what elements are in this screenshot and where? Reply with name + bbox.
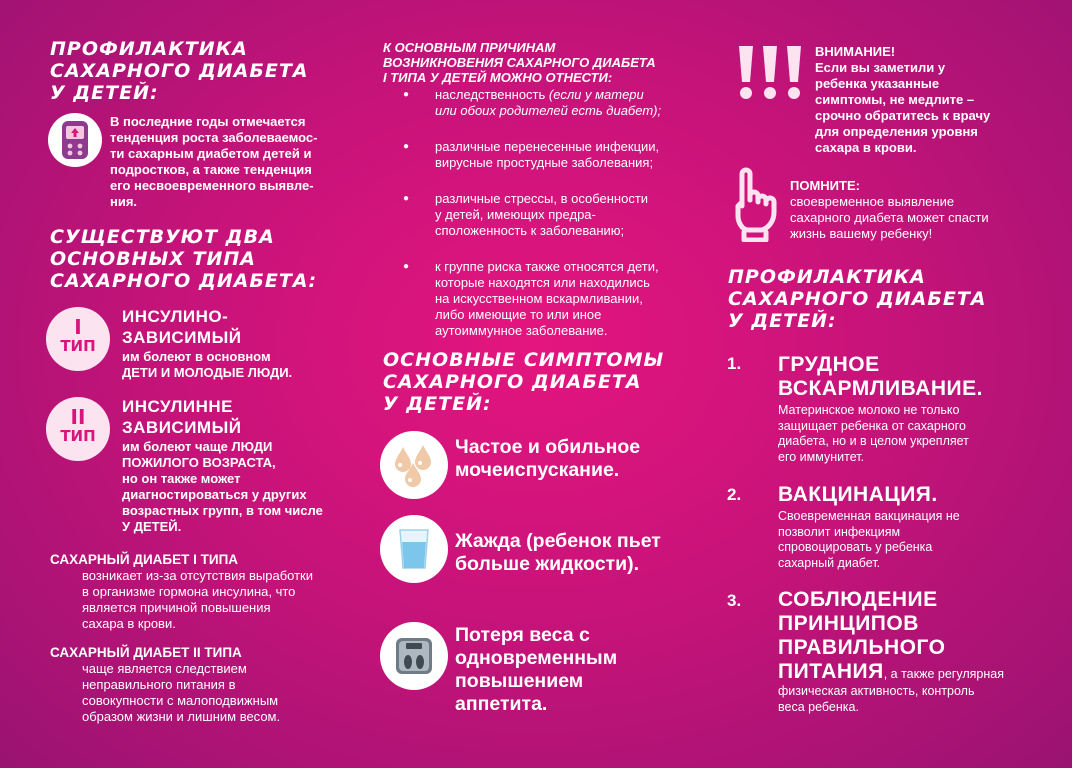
cause-item: ● различные стрессы, в особенности у детей, имеющих предра- сположенность к заболеванию;: [385, 191, 715, 239]
col3-title: ПРОФИЛАКТИКА САХАРНОГО ДИАБЕТА У ДЕТЕЙ:: [728, 266, 987, 332]
symptom-2: Жажда (ребенок пьет больше жидкости).: [455, 530, 661, 575]
cause-item: ● различные перенесенные инфекции, вирусные простудные заболевания;: [385, 139, 715, 171]
remember-block: ПОМНИТЕ: своевременное выявление сахарного диабета может спасти жизнь вашему ребенку!: [790, 178, 989, 241]
exclamation-icon: [736, 44, 804, 107]
symptom-1: Частое и обильное мочеиспускание.: [455, 436, 641, 481]
attention-block: ВНИМАНИЕ! Если вы заметили у ребенка указанные симптомы, не медлите – срочно обратитесь к врачу для определения уровня сахара в крови.: [815, 44, 991, 155]
scale-icon: [380, 622, 448, 690]
type1-badge: I ТИП: [46, 307, 110, 371]
water-glass-icon: [380, 515, 448, 583]
drops-icon: [380, 431, 448, 499]
type2-info: ИНСУЛИННЕ ЗАВИСИМЫЙ им болеют чаще ЛЮДИ ПОЖИЛОГО ВОЗРАСТА, но он также может диагностироваться у других возрастных групп, в том числе У ДЕТЕЙ.: [122, 397, 323, 534]
causes-list: [385, 87, 715, 359]
diab1-block: САХАРНЫЙ ДИАБЕТ I ТИПА возникает из-за отсутствия выработки в организме гормона инсулина, что является причиной повышения сахара в крови.: [50, 552, 314, 631]
pointing-finger-icon: [732, 166, 778, 247]
item-3-number: 3.: [727, 591, 742, 610]
cause-item: ● наследственность (если у матери или обоих родителей есть диабет);: [385, 87, 715, 119]
symptoms-title: ОСНОВНЫЕ СИМПТОМЫ САХАРНОГО ДИАБЕТА У ДЕТЕЙ:: [383, 349, 665, 415]
item-2: ВАКЦИНАЦИЯ. Своевременная вакцинация не позволит инфекциям спровоцировать у ребенка сахарный диабет.: [778, 483, 960, 570]
item-1-number: 1.: [727, 354, 742, 373]
types-title: СУЩЕСТВУЮТ ДВА ОСНОВНЫХ ТИПА САХАРНОГО ДИАБЕТА:: [50, 226, 318, 292]
diab2-block: САХАРНЫЙ ДИАБЕТ II ТИПА чаще является следствием неправильного питания в совокупности с малоподвижным образом жизни и лишним весом.: [50, 645, 281, 724]
item-1: ГРУДНОЕ ВСКАРМЛИВАНИЕ. Материнское молоко не только защищает ребенка от сахарного диабета, но и в целом укрепляет его иммунитет.: [778, 353, 983, 464]
intro-text: В последние годы отмечается тенденция роста заболеваемос- ти сахарным диабетом детей и подростков, а также тенденция его несвоевременного выявле- ния.: [110, 114, 318, 209]
glucometer-icon: [48, 113, 102, 167]
symptom-3: Потеря веса с одновременным повышением аппетита.: [455, 624, 618, 715]
type1-info: ИНСУЛИНО- ЗАВИСИМЫЙ им болеют в основном ДЕТИ И МОЛОДЫЕ ЛЮДИ.: [122, 307, 293, 380]
cause-item: ● к группе риска также относятся дети, которые находятся или находились на искусственном вскармливании, либо имеющие то или иное аутоиммунное заболевание.: [385, 259, 715, 339]
col1-title: ПРОФИЛАКТИКА САХАРНОГО ДИАБЕТА У ДЕТЕЙ:: [50, 38, 309, 104]
item-3: СОБЛЮДЕНИЕ ПРИНЦИПОВ ПРАВИЛЬНОГО ПИТАНИЯ, а также регулярная физическая активность, контроль веса ребенка.: [778, 588, 1004, 714]
item-2-number: 2.: [727, 485, 742, 504]
causes-title: К ОСНОВНЫМ ПРИЧИНАМ ВОЗНИКНОВЕНИЯ САХАРНОГО ДИАБЕТА I ТИПА У ДЕТЕЙ МОЖНО ОТНЕСТИ:: [383, 40, 656, 85]
type2-badge: II ТИП: [46, 397, 110, 461]
